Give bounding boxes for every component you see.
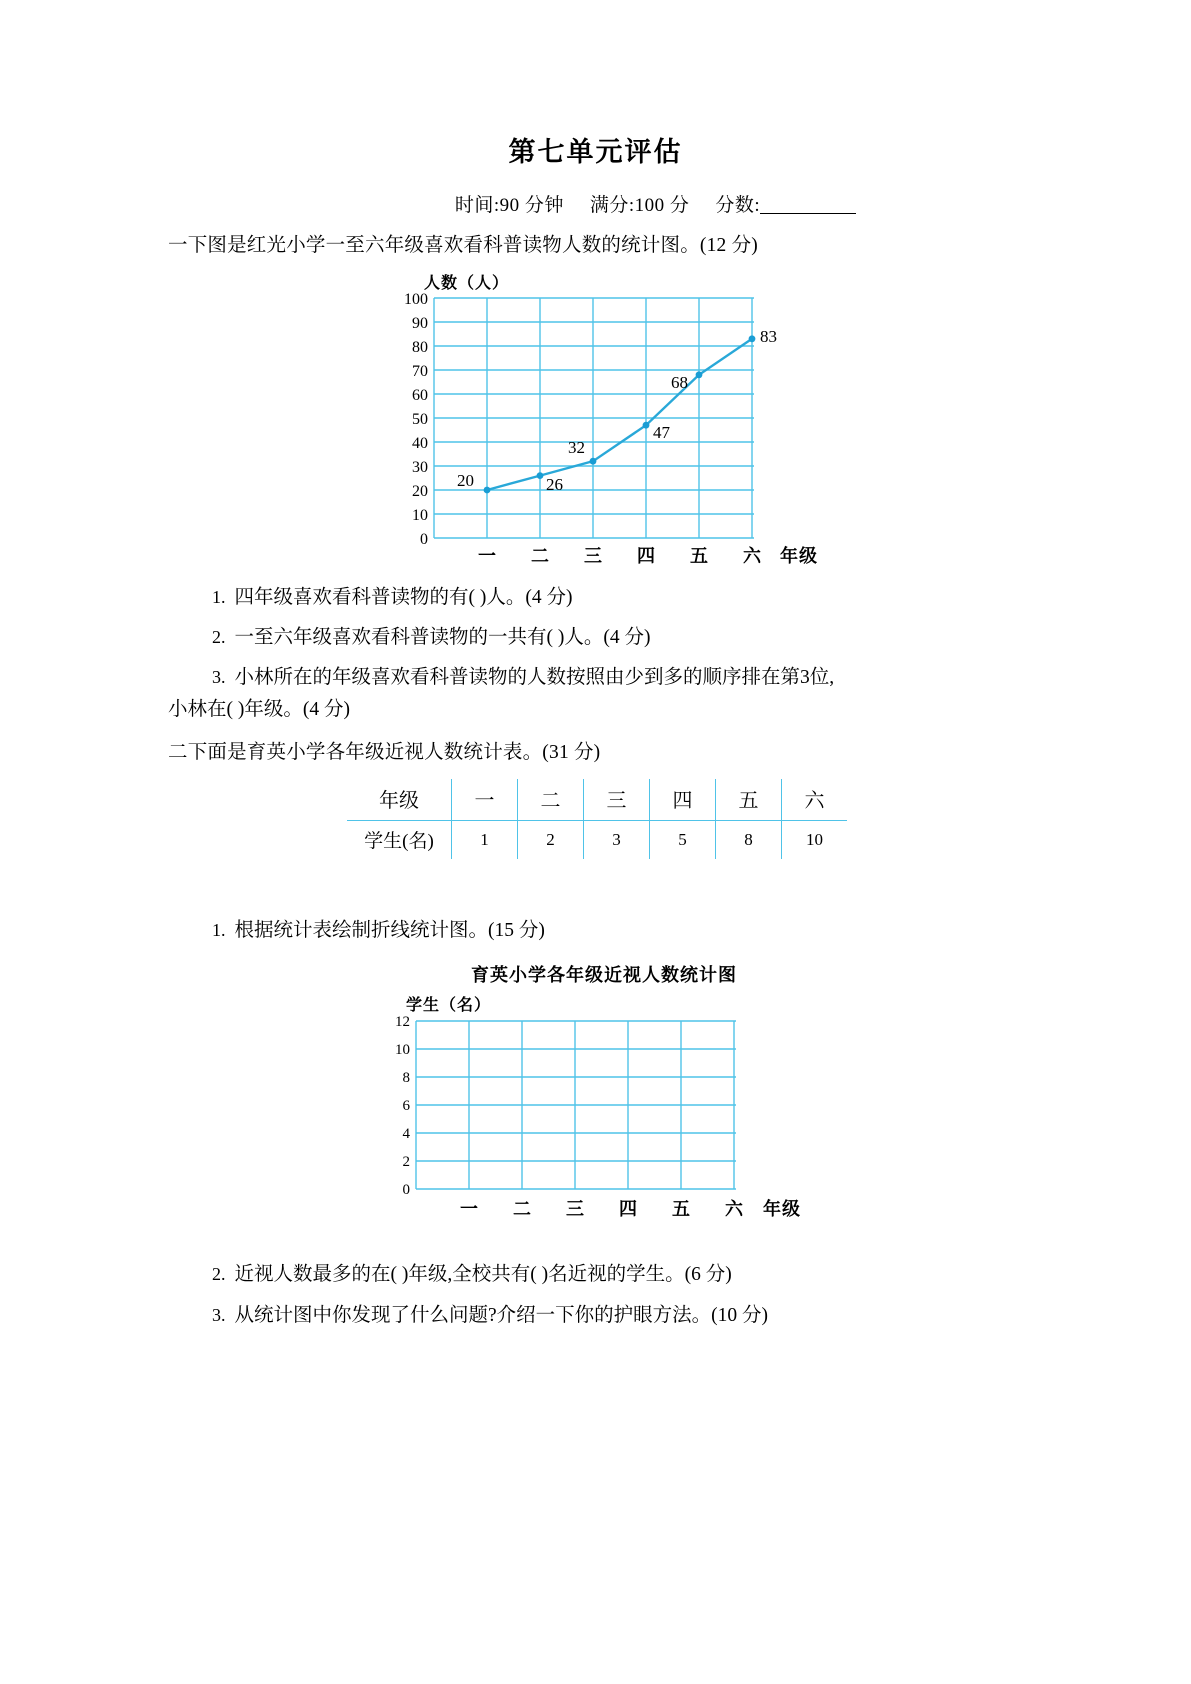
chart-myopia-blank-svg [362,993,832,1223]
section-one-heading: 一下图是红光小学一至六年级喜欢看科普读物人数的统计图。(12 分) [168,234,758,256]
svg-text:60: 60 [412,386,428,404]
chart2-ylabel: 学生（名） [406,997,492,1015]
chart1-xtick-labels [478,545,818,566]
worksheet-content [0,231,1191,1330]
table-cell-students: 2 [518,821,584,860]
svg-text:二: 二 [531,545,549,566]
svg-text:0: 0 [402,1182,410,1199]
chart2-ytick-labels [395,1014,411,1198]
table-cell-grade: 五 [716,779,782,821]
table-cell-students: 8 [716,821,782,860]
svg-text:2: 2 [402,1154,410,1171]
svg-text:6: 6 [402,1098,410,1115]
chart-reading-popsci [362,272,832,572]
svg-text:90: 90 [412,314,428,332]
svg-text:一: 一 [478,545,496,566]
svg-text:40: 40 [412,434,428,452]
table-row-grades [347,779,847,821]
chart1-gridlines [434,298,754,538]
table-cell-students: 3 [584,821,650,860]
table-row-students [347,821,847,860]
chart2-title: 育英小学各年级近视人数统计图 [471,965,737,986]
chart2-gridlines [416,1021,736,1189]
question-number: 1. [212,920,226,941]
chart1-point-labels [457,327,777,494]
svg-text:68: 68 [671,372,688,392]
question-text: 一至六年级喜欢看科普读物的一共有( )人。(4 分) [234,627,651,649]
table-row-label: 学生(名) [347,821,452,860]
table-cell-students: 5 [650,821,716,860]
question-number: 1. [212,586,226,607]
svg-text:六: 六 [725,1199,743,1220]
svg-text:三: 三 [566,1199,584,1220]
svg-text:20: 20 [457,470,474,490]
svg-text:70: 70 [412,362,428,380]
svg-text:8: 8 [402,1070,410,1087]
page-title: 第七单元评估 [508,137,683,167]
svg-text:47: 47 [653,422,670,442]
svg-text:4: 4 [402,1126,410,1143]
svg-text:12: 12 [395,1014,410,1031]
question-text: 从统计图中你发现了什么问题?介绍一下你的护眼方法。(10 分) [234,1304,769,1326]
svg-text:83: 83 [760,326,777,346]
svg-text:二: 二 [513,1199,531,1220]
svg-text:50: 50 [412,410,428,428]
svg-text:四: 四 [637,545,655,566]
section-one-question-1 [168,583,1026,612]
svg-text:五: 五 [690,545,708,566]
svg-text:20: 20 [412,482,428,500]
svg-text:年级: 年级 [763,1199,801,1220]
question-text: 小林所在的年级喜欢看科普读物的人数按照由少到多的顺序排在第3位, [234,667,835,689]
svg-text:三: 三 [584,545,602,566]
svg-text:32: 32 [568,437,585,457]
table-cell-grade: 一 [452,779,518,821]
svg-text:六: 六 [743,545,761,566]
svg-text:五: 五 [672,1199,690,1220]
table-cell-grade: 六 [782,779,848,821]
svg-text:80: 80 [412,338,428,356]
question-number: 3. [212,1304,226,1325]
chart1-data-line [487,339,752,490]
svg-text:四: 四 [619,1199,637,1220]
section-one-question-2 [168,623,1026,652]
section-one-question-3-continued: 小林在( )年级。(4 分) [168,698,350,720]
question-text: 根据统计表绘制折线统计图。(15 分) [234,920,545,942]
table-cell-students: 10 [782,821,848,860]
chart2-xtick-labels [460,1198,801,1219]
chart1-ytick-labels [404,291,428,548]
exam-time: 时间:90 分钟 [454,194,564,216]
table-cell-grade: 二 [518,779,584,821]
score-blank-line[interactable] [760,213,856,214]
svg-text:10: 10 [395,1042,410,1059]
question-text: 近视人数最多的在( )年级,全校共有( )名近视的学生。(6 分) [234,1264,732,1286]
svg-text:100: 100 [404,290,428,308]
svg-text:10: 10 [412,506,428,524]
exam-total-score: 满分:100 分 [589,194,690,216]
section-two-question-1 [168,916,1026,945]
section-two-question-2 [168,1260,1026,1289]
table-cell-students: 1 [452,821,518,860]
table-cell-grade: 三 [584,779,650,821]
chart1-data-points [484,335,756,493]
svg-text:年级: 年级 [780,545,818,566]
exam-meta [0,190,1191,217]
table-row-label: 年级 [347,779,452,821]
chart-reading-popsci-svg [362,272,832,572]
svg-text:一: 一 [460,1199,478,1220]
section-two-question-3 [168,1301,1026,1330]
myopia-table-wrapper [168,779,1026,859]
chart-myopia-blank [362,961,832,1223]
section-one-question-3 [168,663,1026,692]
chart1-ylabel: 人数（人） [424,274,510,292]
exam-score-label: 分数: [715,194,761,216]
myopia-stat-table [347,779,847,859]
question-number: 2. [212,627,226,648]
table-cell-grade: 四 [650,779,716,821]
svg-text:26: 26 [546,474,563,494]
svg-text:0: 0 [420,530,428,548]
question-number: 2. [212,1264,226,1285]
question-text: 四年级喜欢看科普读物的有( )人。(4 分) [234,586,573,608]
question-number: 3. [212,667,226,688]
section-two-heading: 二下面是育英小学各年级近视人数统计表。(31 分) [168,741,601,763]
svg-text:30: 30 [412,458,428,476]
